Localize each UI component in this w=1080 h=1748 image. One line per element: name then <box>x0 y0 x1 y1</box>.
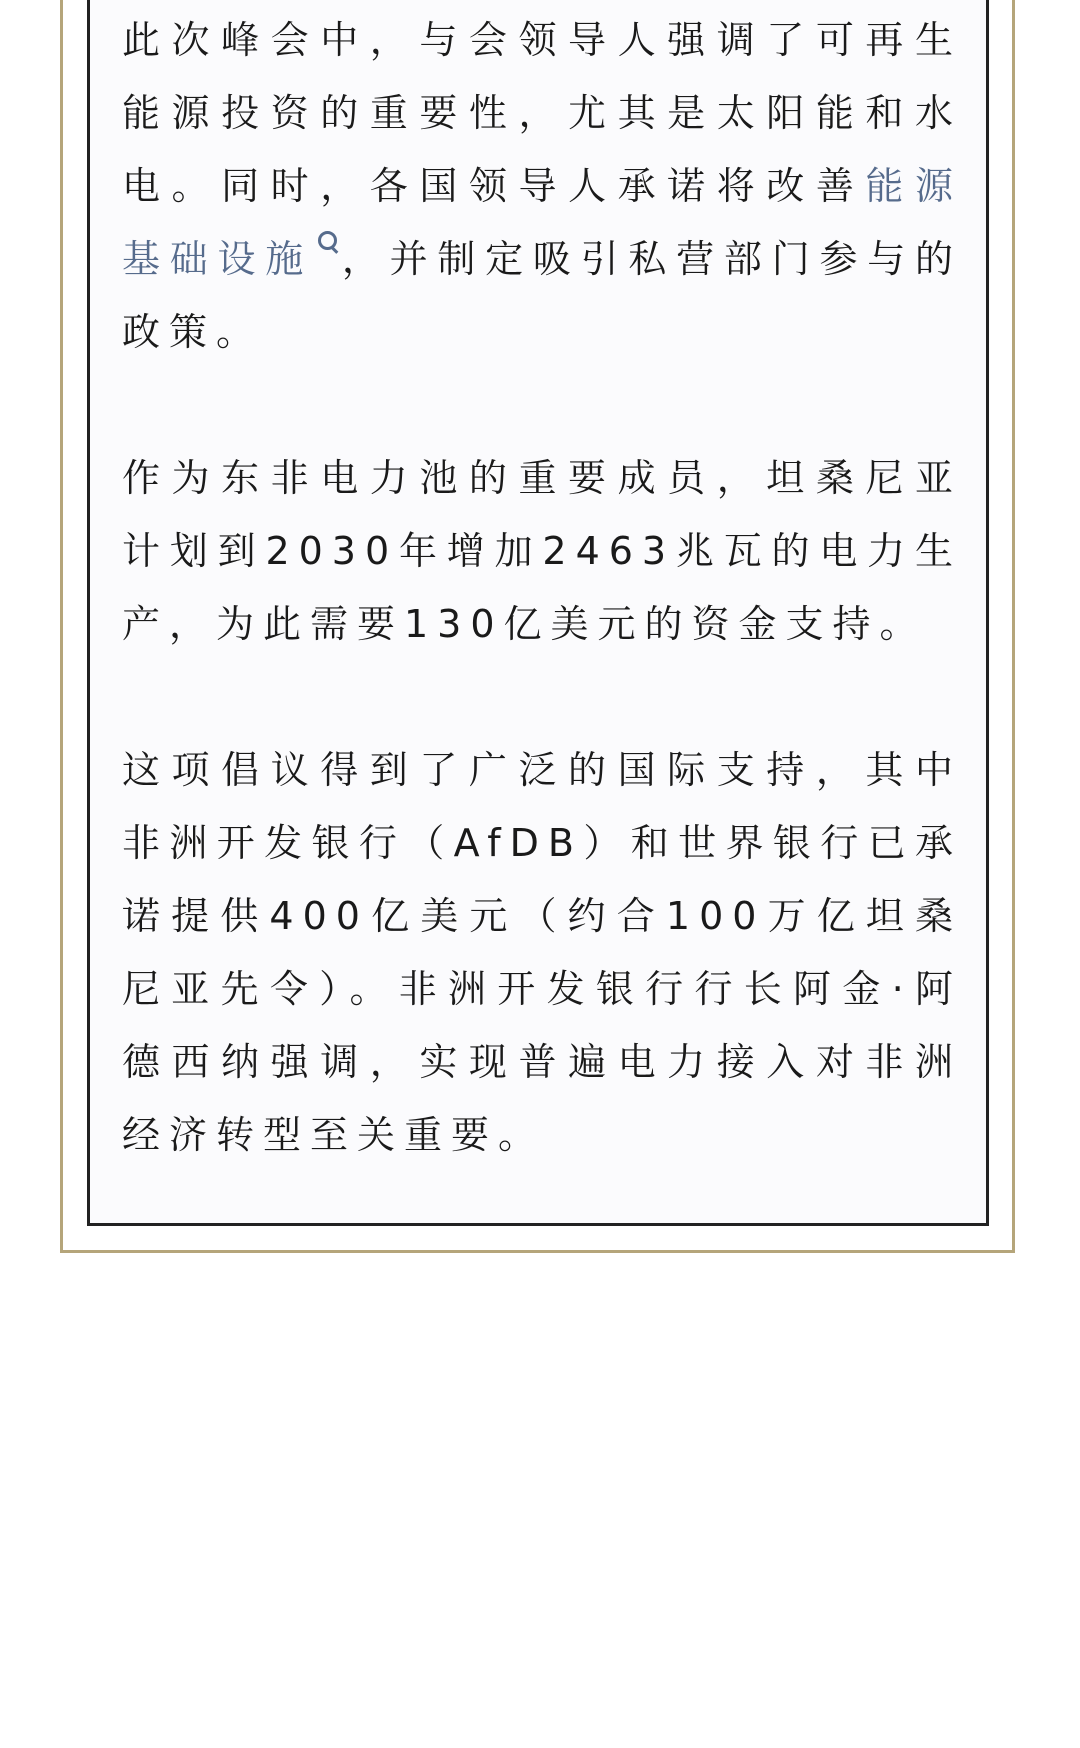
paragraph-summit <box>122 4 962 369</box>
search-icon[interactable] <box>315 229 341 263</box>
article-body <box>122 0 962 1172</box>
paragraph-support: 这项倡议得到了广泛的国际支持，其中非洲开发银行（AfDB）和世界银行已承诺提供400亿美元（约合100万亿坦桑尼亚先令）。非洲开发银行行长阿金·阿德西纳强调，实现普遍电力接入对非洲经济转型至关重要。 <box>122 748 962 1157</box>
energy-infrastructure-link-label: 能源基础设施 <box>122 164 962 281</box>
paragraph-tanzania: 作为东非电力池的重要成员，坦桑尼亚计划到2030年增加2463兆瓦的电力生产，为此需要130亿美元的资金支持。 <box>122 456 962 646</box>
paragraph-summit-text-end: ，并制定吸引私营部门参与的政策。 <box>122 237 962 354</box>
paragraph-summit-text: 此次峰会中，与会领导人强调了可再生能源投资的重要性，尤其是太阳能和水电。同时，各国领导人承诺将改善 <box>122 18 962 208</box>
